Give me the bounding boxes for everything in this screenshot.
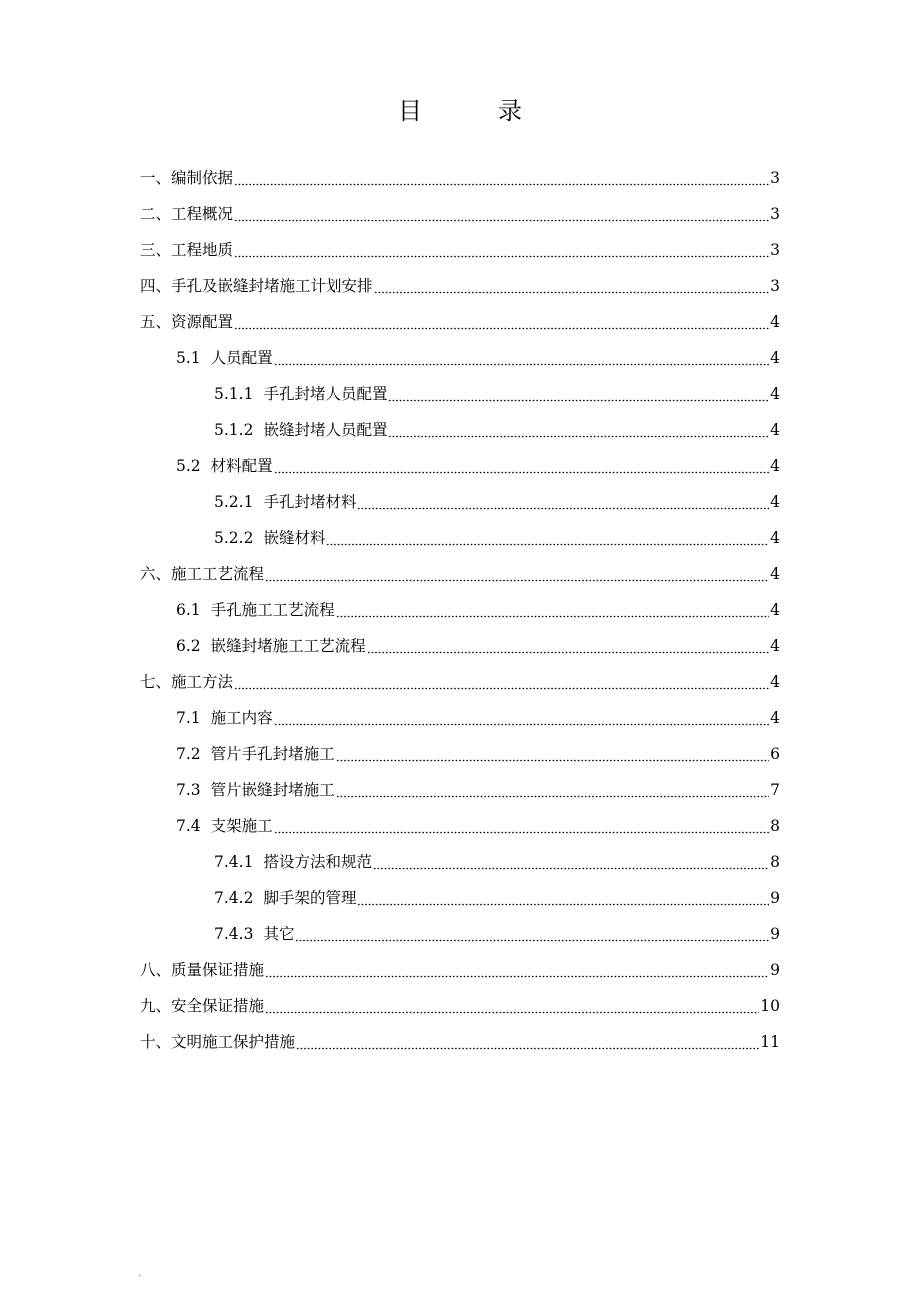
toc-entry-number: 5.2.2	[214, 529, 254, 547]
toc-entry-page-number: 9	[770, 889, 780, 907]
toc-dot-leader	[336, 600, 769, 620]
toc-entry-label: 施工内容	[210, 709, 273, 727]
toc-dot-leader	[265, 960, 769, 980]
toc-entry-page-number: 4	[770, 673, 780, 691]
toc-entry[interactable]	[140, 736, 780, 772]
toc-dot-leader	[274, 816, 769, 836]
toc-entry[interactable]	[140, 268, 780, 304]
toc-dot-leader	[234, 204, 769, 224]
toc-entry-page-number: 4	[770, 457, 780, 475]
toc-entry[interactable]	[140, 232, 780, 268]
toc-entry[interactable]	[140, 340, 780, 376]
toc-entry[interactable]	[140, 520, 780, 556]
toc-entry[interactable]	[140, 952, 780, 988]
toc-entry-page-number: 4	[770, 493, 780, 511]
toc-entry-number: 7.4.2	[214, 889, 254, 907]
toc-entry-label: 其它	[263, 925, 295, 943]
toc-entry-page-number: 4	[770, 709, 780, 727]
toc-entry[interactable]	[140, 1024, 780, 1060]
toc-entry-label: 七、施工方法	[140, 673, 234, 691]
toc-dot-leader	[295, 924, 769, 944]
toc-entry-label: 嵌缝材料	[263, 529, 326, 547]
toc-entry-number: 7.4	[176, 817, 201, 835]
toc-entry-page-number: 10	[760, 997, 780, 1015]
toc-dot-leader	[374, 276, 770, 296]
toc-entry[interactable]	[140, 700, 780, 736]
toc-entry[interactable]	[140, 880, 780, 916]
toc-entry-number: 7.3	[176, 781, 201, 799]
toc-entry-page-number: 4	[770, 349, 780, 367]
toc-entry-number: 5.2.1	[214, 493, 254, 511]
toc-dot-leader	[357, 888, 769, 908]
toc-entry[interactable]	[140, 412, 780, 448]
toc-entry-label: 人员配置	[210, 349, 273, 367]
toc-entry[interactable]	[140, 376, 780, 412]
toc-title: 目 录	[398, 97, 548, 125]
toc-entry[interactable]	[140, 484, 780, 520]
toc-entry[interactable]	[140, 808, 780, 844]
toc-dot-leader	[336, 780, 769, 800]
toc-entry-page-number: 9	[770, 961, 780, 979]
toc-entry-label: 手孔施工工艺流程	[210, 601, 335, 619]
toc-entry[interactable]	[140, 556, 780, 592]
toc-entry-label: 材料配置	[210, 457, 273, 475]
toc-entry-page-number: 6	[770, 745, 780, 763]
toc-entry[interactable]	[140, 448, 780, 484]
toc-dot-leader	[326, 528, 769, 548]
toc-entry[interactable]	[140, 196, 780, 232]
toc-entry[interactable]	[140, 592, 780, 628]
toc-dot-leader	[234, 168, 769, 188]
toc-entry-number: 7.4.1	[214, 853, 254, 871]
toc-entry[interactable]	[140, 772, 780, 808]
toc-entry-page-number: 11	[760, 1033, 780, 1051]
toc-dot-leader	[274, 708, 769, 728]
toc-entry-number: 6.2	[176, 637, 201, 655]
toc-entry-label: 嵌缝封堵施工工艺流程	[210, 637, 366, 655]
toc-entry-number: 6.1	[176, 601, 201, 619]
toc-entry[interactable]	[140, 628, 780, 664]
table-of-contents	[140, 160, 780, 1060]
toc-dot-leader	[265, 564, 769, 584]
toc-entry-label: 搭设方法和规范	[263, 853, 372, 871]
toc-dot-leader	[274, 348, 769, 368]
toc-entry-label: 嵌缝封堵人员配置	[263, 421, 388, 439]
toc-entry-label: 八、质量保证措施	[140, 961, 265, 979]
toc-entry[interactable]	[140, 664, 780, 700]
toc-entry-number: 5.1.1	[214, 385, 254, 403]
toc-entry[interactable]	[140, 916, 780, 952]
toc-entry-page-number: 3	[770, 241, 780, 259]
toc-entry-label: 六、施工工艺流程	[140, 565, 265, 583]
page-footer-mark	[138, 1274, 141, 1277]
toc-dot-leader	[274, 456, 769, 476]
toc-entry-number: 7.4.3	[214, 925, 254, 943]
toc-entry-number: 5.1	[176, 349, 201, 367]
toc-entry-label: 五、资源配置	[140, 313, 234, 331]
toc-entry-page-number: 9	[770, 925, 780, 943]
toc-entry-page-number: 4	[770, 385, 780, 403]
toc-dot-leader	[265, 996, 759, 1016]
toc-entry-number: 5.2	[176, 457, 201, 475]
toc-dot-leader	[388, 420, 769, 440]
toc-entry[interactable]	[140, 304, 780, 340]
toc-entry-label: 一、编制依据	[140, 169, 234, 187]
toc-dot-leader	[234, 672, 769, 692]
toc-dot-leader	[296, 1032, 759, 1052]
toc-entry-page-number: 8	[770, 817, 780, 835]
toc-dot-leader	[234, 240, 769, 260]
toc-entry[interactable]	[140, 160, 780, 196]
toc-entry-label: 九、安全保证措施	[140, 997, 265, 1015]
toc-dot-leader	[367, 636, 769, 656]
toc-entry-label: 脚手架的管理	[263, 889, 357, 907]
toc-entry-page-number: 3	[770, 205, 780, 223]
toc-entry-page-number: 4	[770, 637, 780, 655]
toc-entry-label: 十、文明施工保护措施	[140, 1033, 296, 1051]
toc-entry-label: 手孔封堵人员配置	[263, 385, 388, 403]
toc-entry-label: 二、工程概况	[140, 205, 234, 223]
toc-entry-number: 7.1	[176, 709, 201, 727]
toc-entry-page-number: 3	[770, 169, 780, 187]
toc-entry-number: 5.1.2	[214, 421, 254, 439]
toc-entry-page-number: 3	[770, 277, 780, 295]
toc-entry-page-number: 8	[770, 853, 780, 871]
toc-entry-label: 支架施工	[210, 817, 273, 835]
toc-dot-leader	[336, 744, 769, 764]
toc-entry-number: 7.2	[176, 745, 201, 763]
toc-entry-label: 管片嵌缝封堵施工	[210, 781, 335, 799]
toc-entry-label: 管片手孔封堵施工	[210, 745, 335, 763]
toc-entry-page-number: 4	[770, 529, 780, 547]
toc-entry-page-number: 4	[770, 601, 780, 619]
toc-dot-leader	[234, 312, 769, 332]
toc-entry[interactable]	[140, 988, 780, 1024]
toc-entry-label: 三、工程地质	[140, 241, 234, 259]
toc-entry-page-number: 4	[770, 421, 780, 439]
toc-dot-leader	[373, 852, 769, 872]
toc-dot-leader	[388, 384, 769, 404]
toc-dot-leader	[357, 492, 769, 512]
toc-entry-label: 手孔封堵材料	[263, 493, 357, 511]
toc-entry[interactable]	[140, 844, 780, 880]
toc-entry-page-number: 4	[770, 313, 780, 331]
toc-entry-page-number: 4	[770, 565, 780, 583]
toc-entry-page-number: 7	[770, 781, 780, 799]
toc-entry-label: 四、手孔及嵌缝封堵施工计划安排	[140, 277, 373, 295]
